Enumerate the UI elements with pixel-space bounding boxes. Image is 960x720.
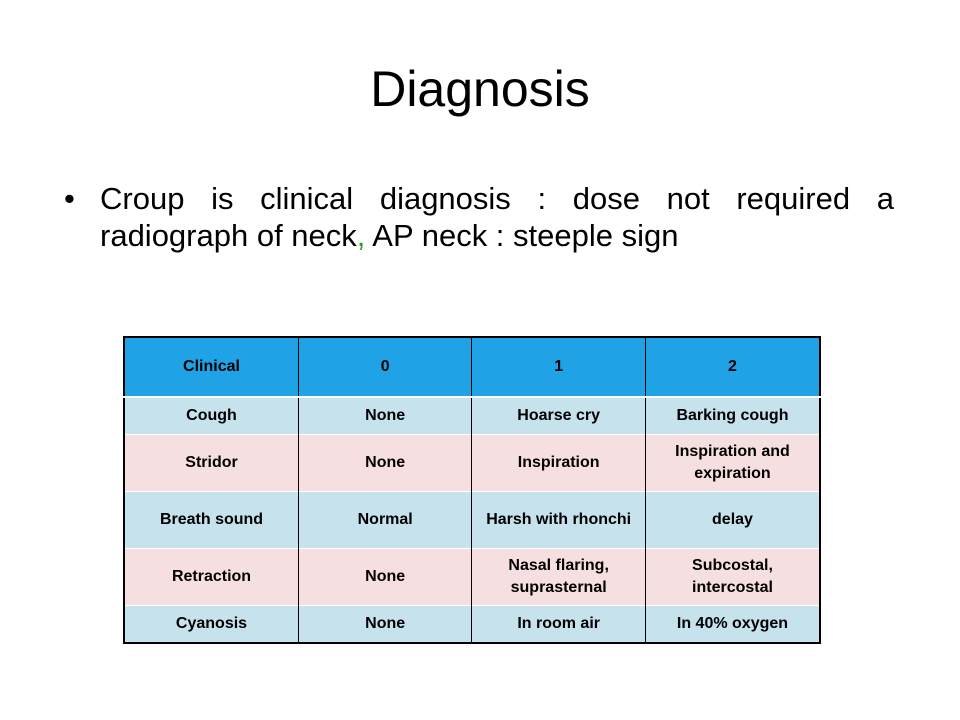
table-header-row (124, 337, 820, 397)
table-row-breath-sound (124, 492, 820, 549)
table-cell: Normal (299, 492, 472, 549)
table-cell: None (299, 435, 472, 492)
slide-title: Diagnosis (370, 61, 590, 117)
table-cell: delay (645, 492, 820, 549)
table-cell: Subcostal, intercostal (645, 549, 820, 606)
table-cell: None (299, 606, 472, 644)
table-row-stridor (124, 435, 820, 492)
bullet-dot-icon: • (64, 181, 75, 216)
table-cell: Cyanosis (124, 606, 299, 644)
table-cell: Inspiration and expiration (645, 435, 820, 492)
table-cell: Hoarse cry (472, 397, 646, 435)
table-cell: Inspiration (472, 435, 646, 492)
bullet-text-part1: Croup is clinical diagnosis : dose not required a radiograph of neck (100, 181, 894, 253)
bullet-point (64, 180, 894, 254)
table-cell: In room air (472, 606, 646, 644)
bullet-text-part2: AP neck : steeple sign (365, 218, 679, 253)
table-cell: None (299, 397, 472, 435)
table-cell: Stridor (124, 435, 299, 492)
table-cell: Harsh with rhonchi (472, 492, 646, 549)
table-row-retraction (124, 549, 820, 606)
table-row-cough (124, 397, 820, 435)
table-cell: Cough (124, 397, 299, 435)
header-cell-2: 2 (645, 337, 820, 397)
header-cell-1: 1 (472, 337, 646, 397)
header-cell-0: 0 (299, 337, 472, 397)
table-row-cyanosis (124, 606, 820, 644)
croup-score-table (123, 336, 821, 644)
bullet-text (100, 180, 894, 254)
table-cell: Retraction (124, 549, 299, 606)
table-cell: Breath sound (124, 492, 299, 549)
header-cell-clinical: Clinical (124, 337, 299, 397)
table-cell: In 40% oxygen (645, 606, 820, 644)
bullet-comma: , (356, 218, 366, 253)
table-cell: None (299, 549, 472, 606)
table-cell: Barking cough (645, 397, 820, 435)
table-cell: Nasal flaring, suprasternal (472, 549, 646, 606)
